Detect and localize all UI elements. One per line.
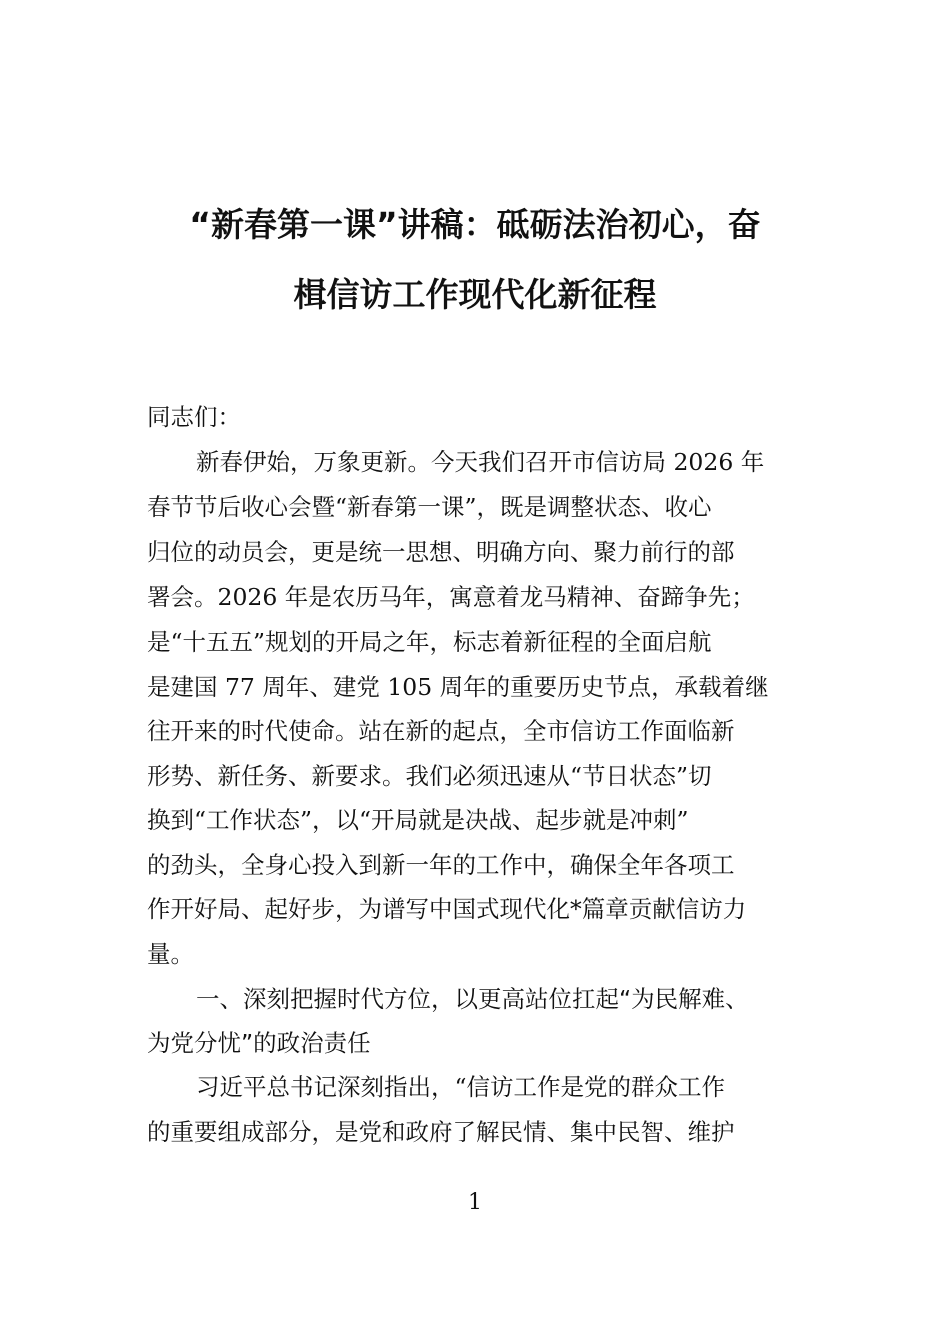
salutation: 同志们： — [147, 403, 241, 431]
paragraph-line: 是建国 77 周年、建党 105 周年的重要历史节点，承载着继 — [147, 673, 769, 701]
paragraph-line: 的重要组成部分，是党和政府了解民情、集中民智、维护 — [147, 1118, 735, 1146]
document-title — [150, 190, 800, 330]
paragraph-line: 是“十五五”规划的开局之年，标志着新征程的全面启航 — [147, 628, 712, 656]
paragraph-line: 习近平总书记深刻指出，“信访工作是党的群众工作 — [196, 1073, 726, 1101]
paragraph-line: 署会。2026 年是农历马年，寓意着龙马精神、奋蹄争先； — [147, 583, 755, 611]
paragraph-line: 形势、新任务、新要求。我们必须迅速从“节日状态”切 — [147, 762, 712, 790]
paragraph-line: 往开来的时代使命。站在新的起点，全市信访工作面临新 — [147, 717, 735, 745]
paragraph-line: 量。 — [147, 940, 194, 968]
paragraph-line: 归位的动员会，更是统一思想、明确方向、聚力前行的部 — [147, 538, 735, 566]
paragraph-line: 新春伊始，万象更新。今天我们召开市信访局 2026 年 — [196, 448, 765, 476]
heading-line: 为党分忧”的政治责任 — [147, 1029, 371, 1057]
title-line: 楫信访工作现代化新征程 — [293, 275, 657, 314]
page-number: 1 — [468, 1190, 482, 1215]
paragraph-line: 的劲头，全身心投入到新一年的工作中，确保全年各项工 — [147, 851, 735, 879]
paragraph-line: 春节节后收心会暨“新春第一课”，既是调整状态、收心 — [147, 493, 712, 521]
paragraph-line: 作开好局、起好步，为谱写中国式现代化*篇章贡献信访力 — [147, 895, 747, 923]
paragraph-line: 换到“工作状态”，以“开局就是决战、起步就是冲刺” — [147, 806, 689, 834]
heading-line: 一、深刻把握时代方位，以更高站位扛起“为民解难、 — [196, 985, 749, 1013]
title-line: “新春第一课”讲稿：砥砺法治初心，奋 — [189, 205, 761, 244]
